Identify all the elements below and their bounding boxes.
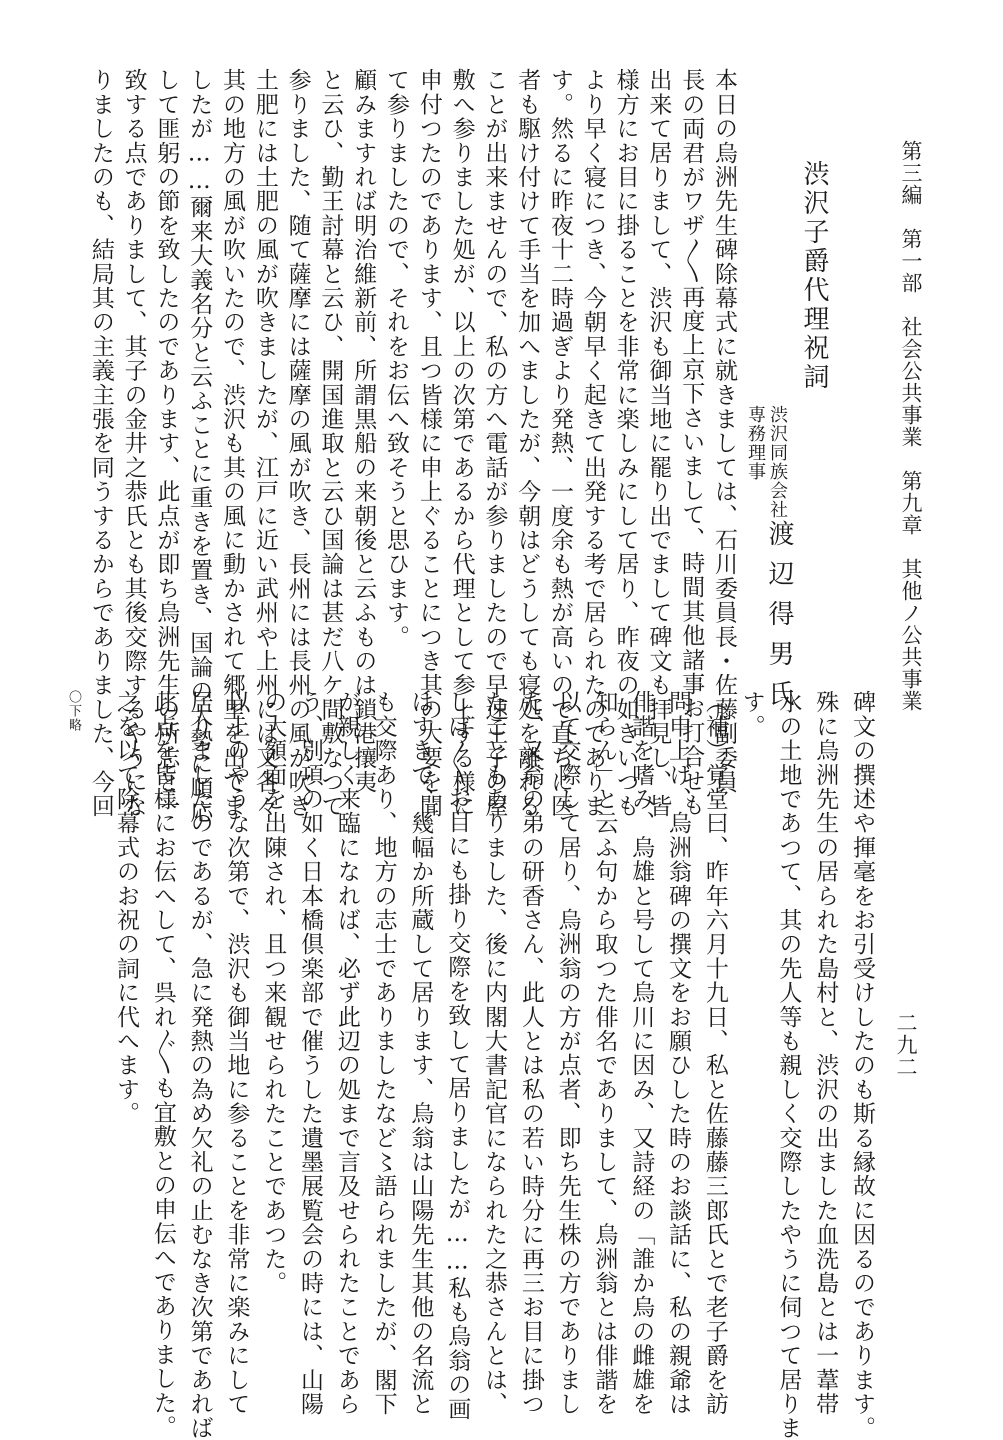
text-column: 致する点でありまして、其子の金井之恭氏とも其後交際するやうにな (120, 68, 147, 819)
text-column: 顧みますれば明治維新前、所謂黒船の来朝後と云ふものは鎖港攘夷 (350, 68, 377, 794)
speech-title: 渋沢子爵代理祝詞 (799, 160, 829, 392)
speaker-name: 渡辺得男氏 (764, 520, 794, 720)
text-column: 知らん」と云ふ句から取つた俳名でありまして、烏洲翁とは俳諧を (591, 690, 618, 1416)
text-column: 殊に烏洲先生の居られた島村と、渋沢の出ました血洗島とは一葦帯 (812, 690, 839, 1416)
text-column: 以て交際して居り、烏洲翁の方が点者、即ち先生株の方でありまし (554, 690, 581, 1416)
page-number: 二九二 (894, 1012, 918, 1078)
text-column: ことが出来ませんので、私の方へ電話が参りましたので早速王子の屋 (481, 68, 508, 819)
text-column: 申付つたのであります、且つ皆様に申上ぐることにつき其の大要を聞 (415, 68, 442, 819)
text-column: 居りましたのであるが、急に発熱の為め欠礼の止むなき次第であれば (186, 690, 213, 1440)
text-column: 以上のやうな次第で、渋沢も御当地に参ることを非常に楽みにして (223, 690, 250, 1416)
text-column: の大額面を出陳され、且つ来観せられたことであつた。 (260, 690, 287, 1295)
text-column: 其の地方の風が吹いたので、渋沢も其の風に動かされて郷里を出でま (219, 68, 245, 819)
text-column: 敷へ参りました処が、以上の次第であるから代理として参上する様に (448, 68, 475, 819)
text-column: 長の両君がワザ〳〵再度上京下さいまして、時間其他諸事お打合せも (678, 68, 705, 817)
text-column: 本日の烏洲先生碑除幕式に就きましては、石川委員長・佐藤副委員 (711, 68, 737, 794)
text-column: たこともありました、後に内閣大書記官になられた之恭さんとは、 (481, 690, 507, 1416)
text-column: と云ひ、勤王討幕と云ひ、開国進取と云ひ国論は甚だ八ケ間敷なつて (317, 68, 344, 819)
speaker-organization: 渋沢同族会社 (767, 405, 788, 519)
text-column: はすきで、幾幅か所蔵して居ります、烏翁は山陽先生其他の名流と (407, 690, 434, 1416)
text-column: 碑文の撰述や揮毫をお引受けしたのも斯る縁故に因るのであります。 (849, 690, 875, 1440)
text-column: 水の土地であつて、其の先人等も親しく交際したやうに伺つて居りま (775, 690, 802, 1440)
running-header: 第三編 第一部 社会公共事業 第九章 其他ノ公共事業 (899, 140, 923, 712)
text-column: 出来て居りまして、渋沢も御当地に罷り出でまして碑文も拝見し、皆 (645, 68, 672, 819)
text-column: 土肥には土肥の風が吹きましたが、江戸に近い武州や上州には又各々 (251, 68, 278, 819)
text-column: て参りましたので、それをお伝へ致そうと思ひます。 (383, 68, 409, 649)
omission-note: 〇下略 (66, 690, 81, 732)
text-column: しば〳〵お目にも掛り交際を致して居りましたが……私も烏翁の画 (444, 690, 471, 1421)
text-column: も交際あり、地方の志士でありましたなど〻語られましたが、閣下 (370, 690, 397, 1416)
text-column: す。然るに昨夜十二時過ぎより発熱、一度余も熱が高いので直ちに医 (547, 68, 573, 819)
text-column: す。 (738, 690, 765, 739)
text-column: 様方にお目に掛ることを非常に楽しみにして居り、昨夜の如きいつも (612, 68, 639, 819)
text-column: 俳諧を嗜み、烏雄と号して烏川に因み、又詩経の「誰か烏の雌雄を (628, 690, 655, 1417)
text-column: た、又翁の弟の研香さん、此人とは私の若い時分に再三お目に掛つ (517, 690, 544, 1417)
text-column: う、別項の如く日本橋倶楽部で催うした遺墨展覧会の時には、山陽 (297, 690, 323, 1416)
text-column: 此点を皆様にお伝へして、呉れ〴〵も宜敷との申伝へでありました。 (149, 690, 176, 1439)
text-column: より早く寝につき、今朝早く起きて出発する考で居られたのでありま (579, 68, 606, 819)
text-column: 之を以て除幕式のお祝の詞に代へます。 (113, 690, 139, 1126)
text-column: （補）覚堂曰、昨年六月十九日、私と佐藤藤三郎氏とで老子爵を訪 (701, 690, 728, 1416)
text-column: が親しく来臨になれば、必ず此辺の処まで言及せられたことであら (333, 690, 360, 1416)
text-column: りましたのも、結局其の主義主張を同うするからでありました、今回 (87, 68, 114, 819)
text-column: したが……爾来大義名分と云ふことに重きを置き、国論の大勢に順応 (186, 68, 213, 825)
text-column: して匪躬の節を致したのであります、此点が即ち烏洲先生の所志と一 (153, 68, 180, 819)
text-column: 者も駆け付けて手当を加へましたが、今朝はどうしても寝処を離れる (514, 68, 541, 819)
text-column: 参りました、随て薩摩には薩摩の風が吹き、長州には長州の風が吹き (284, 68, 311, 819)
text-column: 問申上げ、烏洲翁碑の撰文をお願ひした時のお談話に、私の親爺は (665, 690, 691, 1416)
speaker-title: 専務理事 (745, 405, 766, 481)
